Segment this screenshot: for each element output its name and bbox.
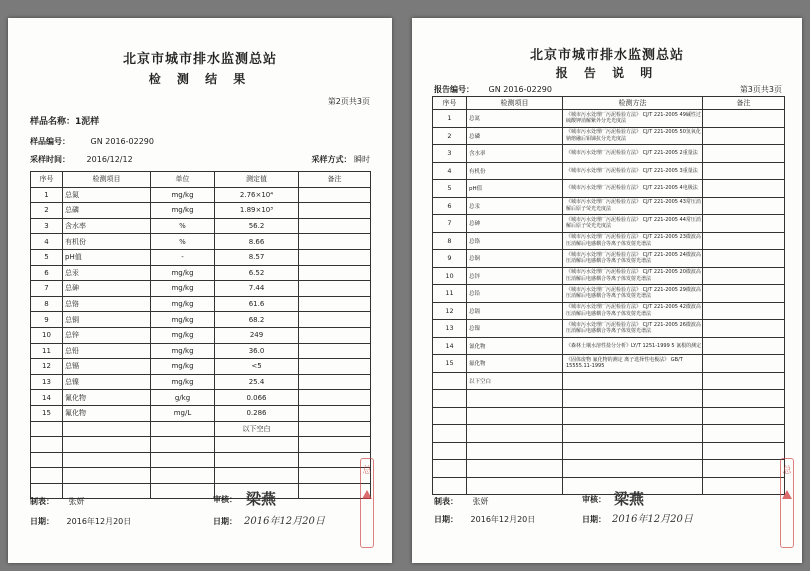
measured-value-cell: 以下空白: [215, 421, 299, 437]
table-row: [31, 281, 371, 297]
measured-value-cell: 8.57: [215, 249, 299, 265]
test-item-cell: 含水率: [63, 218, 151, 234]
prepared-row: [434, 496, 489, 507]
test-item-cell: [63, 437, 151, 453]
test-method-cell: [563, 372, 703, 390]
row-number-cell: 11: [433, 285, 467, 303]
unit-cell: mg/kg: [151, 265, 215, 281]
measured-value-cell: 0.286: [215, 405, 299, 421]
row-number-cell: 5: [31, 249, 63, 265]
test-item-cell: [467, 425, 563, 443]
table-row: [31, 343, 371, 359]
note-cell: [703, 110, 785, 128]
note-cell: [299, 359, 371, 375]
test-item-cell: [63, 421, 151, 437]
table-row: [433, 215, 785, 233]
test-item-cell: 氰化物: [467, 337, 563, 355]
test-item-cell: [467, 407, 563, 425]
measured-value-cell: 0.066: [215, 390, 299, 406]
table-row: [31, 249, 371, 265]
table-row: [433, 460, 785, 478]
unit-cell: %: [151, 218, 215, 234]
table-row: [433, 232, 785, 250]
row-number-cell: 5: [433, 180, 467, 198]
test-item-cell: 有机份: [63, 234, 151, 250]
date-row: [434, 514, 535, 525]
row-number-cell: 9: [31, 312, 63, 328]
test-item-cell: 总铬: [63, 296, 151, 312]
note-cell: [703, 460, 785, 478]
unit-cell: %: [151, 234, 215, 250]
row-number-cell: 13: [433, 320, 467, 338]
prepared-by: 张妍: [68, 497, 85, 506]
row-number-cell: 11: [31, 343, 63, 359]
row-number-cell: 4: [31, 234, 63, 250]
sampling-method-label: 采样方式：: [311, 155, 352, 164]
header-cell: 检测项目: [63, 172, 151, 188]
note-cell: [299, 218, 371, 234]
page-info: 第2页共3页: [327, 97, 370, 106]
sample-no-row: [30, 136, 154, 147]
reviewer-signature: 梁燕: [614, 490, 645, 508]
sample-name-label: 样品名称：: [30, 117, 76, 127]
header-cell: 检测方法: [563, 97, 703, 110]
note-cell: [703, 145, 785, 163]
table-row: [433, 267, 785, 285]
test-method-cell: [563, 460, 703, 478]
test-item-cell: 总铜: [467, 250, 563, 268]
unit-cell: mg/kg: [151, 327, 215, 343]
unit-cell: -: [151, 249, 215, 265]
test-item-cell: 总铅: [467, 285, 563, 303]
table-row: [31, 421, 371, 437]
table-row: [433, 337, 785, 355]
note-cell: [703, 232, 785, 250]
table-row: [31, 296, 371, 312]
note-cell: [703, 197, 785, 215]
reviewer-signature: 梁燕: [246, 490, 277, 508]
results-page: [8, 18, 392, 563]
test-item-cell: 总汞: [467, 197, 563, 215]
unit-cell: [151, 421, 215, 437]
page-info: 第3页共3页: [739, 85, 782, 94]
note-cell: [299, 312, 371, 328]
row-number-cell: 4: [433, 162, 467, 180]
note-cell: [299, 374, 371, 390]
test-item-cell: [63, 452, 151, 468]
date: 2016年12月20日: [470, 515, 536, 524]
row-number-cell: [31, 437, 63, 453]
table-row: [433, 145, 785, 163]
test-item-cell: 氟化物: [467, 355, 563, 373]
results-table: [30, 171, 371, 499]
test-item-cell: pH值: [467, 180, 563, 198]
row-number-cell: 15: [433, 355, 467, 373]
test-item-cell: 总镍: [63, 374, 151, 390]
table-row: [31, 218, 371, 234]
test-method-cell: 《城市污水处理厂污泥检验方法》 CJ/T 221-2005 29微波高压消解后电感耦合等离子体发射光谱法: [563, 285, 703, 303]
note-cell: [299, 265, 371, 281]
unit-cell: [151, 437, 215, 453]
test-method-cell: 《城市污水处理厂污泥检验方法》 CJ/T 221-2005 24微波高压消解后电感耦合等离子体发射光谱法: [563, 250, 703, 268]
row-number-cell: [433, 442, 467, 460]
date-label: 日期：: [30, 517, 54, 526]
row-number-cell: 3: [31, 218, 63, 234]
table-row: [433, 127, 785, 145]
row-number-cell: [31, 421, 63, 437]
measured-value-cell: 36.0: [215, 343, 299, 359]
test-method-cell: 《森林土壤水溶性盐分分析》LY/T 1251-1999 5 氰根的测定: [563, 337, 703, 355]
row-number-cell: 6: [31, 265, 63, 281]
table-header-row: [433, 97, 785, 110]
row-number-cell: [433, 407, 467, 425]
unit-cell: [151, 452, 215, 468]
note-cell: [703, 390, 785, 408]
row-number-cell: [433, 425, 467, 443]
measured-value-cell: [215, 452, 299, 468]
note-cell: [703, 267, 785, 285]
note-cell: [703, 180, 785, 198]
note-cell: [299, 296, 371, 312]
row-number-cell: 8: [433, 232, 467, 250]
header-cell: 备注: [299, 172, 371, 188]
header-cell: 测定值: [215, 172, 299, 188]
test-item-cell: pH值: [63, 249, 151, 265]
note-cell: [299, 437, 371, 453]
test-method-cell: 《城市污水处理厂污泥检验方法》 CJ/T 221-2005 2重量法: [563, 145, 703, 163]
test-method-cell: [563, 425, 703, 443]
note-cell: [703, 285, 785, 303]
table-row: [31, 234, 371, 250]
note-cell: [299, 234, 371, 250]
test-method-cell: 《城市污水处理厂污泥检验方法》 CJ/T 221-2005 23微波高压消解后电感耦合等离子体发射光谱法: [563, 232, 703, 250]
test-method-cell: 《城市污水处理厂污泥检验方法》 CJ/T 221-2005 26微波高压消解后电感耦合等离子体发射光谱法: [563, 320, 703, 338]
row-number-cell: 6: [433, 197, 467, 215]
seal-star-icon: [782, 490, 792, 499]
test-item-cell: [467, 442, 563, 460]
note-cell: [703, 127, 785, 145]
table-row: [31, 312, 371, 328]
prepared-label: 制表：: [434, 497, 458, 506]
measured-value-cell: 249: [215, 327, 299, 343]
row-number-cell: 14: [433, 337, 467, 355]
measured-value-cell: [215, 437, 299, 453]
table-row: [31, 374, 371, 390]
row-number-cell: 2: [31, 203, 63, 219]
table-row: [433, 162, 785, 180]
note-cell: [703, 425, 785, 443]
row-number-cell: 3: [433, 145, 467, 163]
table-row: [433, 110, 785, 128]
note-cell: [299, 281, 371, 297]
header-cell: 单位: [151, 172, 215, 188]
row-number-cell: 10: [31, 327, 63, 343]
date-label-right: 日期：: [213, 517, 237, 526]
table-row: [433, 285, 785, 303]
test-method-cell: 《城市污水处理厂污泥检验方法》 CJ/T 221-2005 20微波高压消解后电感耦合等离子体发射光谱法: [563, 267, 703, 285]
report-no: GN 2016-02290: [488, 85, 552, 94]
table-row: [433, 390, 785, 408]
test-method-cell: 《城市污水处理厂污泥检验方法》 CJ/T 221-2005 4电极法: [563, 180, 703, 198]
prepared-label: 制表：: [30, 497, 54, 506]
test-method-cell: 《城市污水处理厂污泥检验方法》 CJ/T 221-2005 3重量法: [563, 162, 703, 180]
table-row: [433, 425, 785, 443]
test-item-cell: 总汞: [63, 265, 151, 281]
test-item-cell: 总镍: [467, 320, 563, 338]
note-cell: [299, 187, 371, 203]
date: 2016年12月20日: [66, 517, 132, 526]
test-method-cell: [563, 442, 703, 460]
test-item-cell: 总氮: [63, 187, 151, 203]
org-title: 北京市城市排水监测总站: [122, 52, 277, 67]
measured-value-cell: 68.2: [215, 312, 299, 328]
unit-cell: mg/kg: [151, 187, 215, 203]
sampling-method-row: [311, 154, 370, 165]
measured-value-cell: [215, 468, 299, 484]
sample-no: GN 2016-02290: [90, 137, 154, 146]
test-item-cell: 总砷: [467, 215, 563, 233]
row-number-cell: 7: [433, 215, 467, 233]
table-row: [433, 372, 785, 390]
sampling-method: 瞬时: [354, 155, 370, 164]
row-number-cell: 1: [433, 110, 467, 128]
handwritten-date: 2016年12月20日: [612, 514, 693, 525]
test-item-cell: 总锌: [467, 267, 563, 285]
unit-cell: mg/kg: [151, 203, 215, 219]
note-cell: [703, 302, 785, 320]
table-row: [31, 265, 371, 281]
sampling-time: 2016/12/12: [86, 155, 133, 164]
test-method-cell: 《固体废物 氟化物的测定 离子选择性电极法》 GB/T 15555.11-1995: [563, 355, 703, 373]
sample-name-row: [30, 114, 99, 127]
unit-cell: mg/kg: [151, 359, 215, 375]
table-row: [31, 437, 371, 453]
seal-star-icon: [362, 490, 372, 499]
row-number-cell: [31, 452, 63, 468]
sampling-time-label: 采样时间：: [30, 155, 70, 164]
note-cell: [299, 390, 371, 406]
handwritten-date: 2016年12月20日: [244, 516, 325, 527]
unit-cell: mg/kg: [151, 312, 215, 328]
sample-no-label: 样品编号：: [30, 137, 70, 146]
report-no-label: 报告编号：: [434, 85, 474, 94]
header-cell: 备注: [703, 97, 785, 110]
test-item-cell: 总铬: [467, 232, 563, 250]
test-item-cell: 氰化物: [63, 390, 151, 406]
measured-value-cell: 6.52: [215, 265, 299, 281]
doc-title: 检 测 结 果: [148, 72, 252, 86]
measured-value-cell: <5: [215, 359, 299, 375]
prepared-row: [30, 496, 85, 507]
seal-text: 总: [362, 466, 372, 476]
table-row: [433, 355, 785, 373]
measured-value-cell: 2.76×10⁴: [215, 187, 299, 203]
prepared-by: 张妍: [472, 497, 489, 506]
test-item-cell: [467, 460, 563, 478]
note-cell: [703, 372, 785, 390]
test-item-cell: [63, 468, 151, 484]
test-item-cell: 有机份: [467, 162, 563, 180]
test-method-cell: [563, 390, 703, 408]
note-cell: [703, 477, 785, 495]
header-cell: 序号: [433, 97, 467, 110]
note-cell: [703, 337, 785, 355]
measured-value-cell: 8.66: [215, 234, 299, 250]
row-number-cell: [433, 390, 467, 408]
unit-cell: mg/kg: [151, 374, 215, 390]
note-cell: [703, 442, 785, 460]
methods-table: [432, 96, 785, 495]
test-item-cell: [467, 477, 563, 495]
unit-cell: [151, 468, 215, 484]
unit-cell: g/kg: [151, 390, 215, 406]
table-row: [31, 452, 371, 468]
measured-value-cell: 1.89×10³: [215, 203, 299, 219]
test-item-cell: 总镉: [467, 302, 563, 320]
table-row: [31, 359, 371, 375]
table-row: [433, 477, 785, 495]
measured-value-cell: 56.2: [215, 218, 299, 234]
test-item-cell: 总磷: [467, 127, 563, 145]
row-number-cell: 1: [31, 187, 63, 203]
note-cell: [299, 249, 371, 265]
test-item-cell: 总砷: [63, 281, 151, 297]
table-row: [31, 327, 371, 343]
date-label: 日期：: [434, 515, 458, 524]
table-row: [31, 187, 371, 203]
row-number-cell: 15: [31, 405, 63, 421]
test-method-cell: 《城市污水处理厂污泥检验方法》 CJ/T 221-2005 49碱性过硫酸钾消解紫外分光光度法: [563, 110, 703, 128]
table-row: [433, 197, 785, 215]
note-cell: [299, 343, 371, 359]
note-cell: [299, 421, 371, 437]
seal-stamp: [360, 458, 374, 548]
note-cell: [703, 162, 785, 180]
org-title: 北京市城市排水监测总站: [529, 48, 684, 63]
table-row: [31, 468, 371, 484]
unit-cell: [151, 483, 215, 499]
unit-cell: mg/kg: [151, 281, 215, 297]
test-item-cell: 以下空白: [467, 372, 563, 390]
date-label-right: 日期：: [582, 515, 606, 524]
unit-cell: mg/kg: [151, 343, 215, 359]
header-cell: 序号: [31, 172, 63, 188]
report-page: [412, 18, 802, 563]
unit-cell: mg/L: [151, 405, 215, 421]
header-cell: 检测项目: [467, 97, 563, 110]
reviewer-label: 审核：: [213, 495, 237, 504]
row-number-cell: 7: [31, 281, 63, 297]
note-cell: [703, 407, 785, 425]
test-item-cell: 总镉: [63, 359, 151, 375]
table-row: [433, 250, 785, 268]
note-cell: [299, 405, 371, 421]
test-method-cell: 《城市污水处理厂污泥检验方法》 CJ/T 221-2005 50氢氧化钠熔融后钼锑抗分光光度法: [563, 127, 703, 145]
test-method-cell: 《城市污水处理厂污泥检验方法》 CJ/T 221-2005 44常压消解后原子荧光光度法: [563, 215, 703, 233]
seal-text: 总: [782, 466, 792, 476]
doc-title: 报 告 说 明: [555, 66, 659, 80]
test-item-cell: 总铜: [63, 312, 151, 328]
note-cell: [299, 203, 371, 219]
test-method-cell: 《城市污水处理厂污泥检验方法》 CJ/T 221-2005 42微波高压消解后电感耦合等离子体发射光谱法: [563, 302, 703, 320]
note-cell: [703, 355, 785, 373]
table-row: [433, 442, 785, 460]
table-row: [433, 407, 785, 425]
row-number-cell: [433, 460, 467, 478]
sample-name: 1泥样: [75, 117, 100, 127]
sampling-time-row: [30, 154, 133, 165]
test-method-cell: 《城市污水处理厂污泥检验方法》 CJ/T 221-2005 43常压消解后原子荧光光度法: [563, 197, 703, 215]
unit-cell: mg/kg: [151, 296, 215, 312]
row-number-cell: 8: [31, 296, 63, 312]
table-row: [31, 405, 371, 421]
test-item-cell: 含水率: [467, 145, 563, 163]
note-cell: [299, 327, 371, 343]
row-number-cell: 12: [433, 302, 467, 320]
report-no-row: [434, 84, 552, 95]
row-number-cell: [31, 468, 63, 484]
test-item-cell: 氟化物: [63, 405, 151, 421]
test-method-cell: [563, 407, 703, 425]
row-number-cell: 10: [433, 267, 467, 285]
note-cell: [703, 215, 785, 233]
note-cell: [703, 320, 785, 338]
date-row: [30, 516, 131, 527]
test-item-cell: 总磷: [63, 203, 151, 219]
table-row: [433, 180, 785, 198]
row-number-cell: 12: [31, 359, 63, 375]
row-number-cell: 2: [433, 127, 467, 145]
reviewer-label: 审核：: [582, 495, 606, 504]
table-row: [433, 320, 785, 338]
row-number-cell: 9: [433, 250, 467, 268]
seal-stamp: [780, 458, 794, 548]
row-number-cell: 14: [31, 390, 63, 406]
note-cell: [703, 250, 785, 268]
table-header-row: [31, 172, 371, 188]
row-number-cell: [433, 372, 467, 390]
measured-value-cell: 7.44: [215, 281, 299, 297]
test-item-cell: 总锌: [63, 327, 151, 343]
row-number-cell: [433, 477, 467, 495]
measured-value-cell: 61.6: [215, 296, 299, 312]
table-row: [31, 203, 371, 219]
row-number-cell: 13: [31, 374, 63, 390]
test-item-cell: [467, 390, 563, 408]
test-item-cell: 总铅: [63, 343, 151, 359]
table-row: [433, 302, 785, 320]
measured-value-cell: 25.4: [215, 374, 299, 390]
table-row: [31, 390, 371, 406]
test-item-cell: 总氮: [467, 110, 563, 128]
